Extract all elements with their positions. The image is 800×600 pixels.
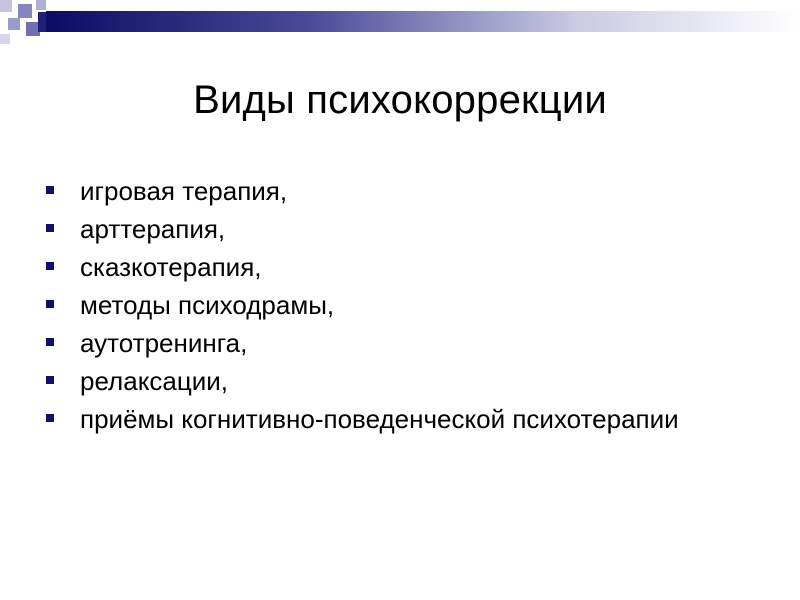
list-item [40, 290, 760, 321]
list-item [40, 214, 760, 245]
slide-title: Виды психокоррекции [193, 78, 607, 122]
list-item-text: релаксации, [80, 366, 228, 396]
square-bullet-icon [46, 376, 54, 384]
square-bullet-icon [46, 262, 54, 270]
decor-square-1 [0, 0, 12, 12]
list-item-text: арттерапия, [80, 214, 226, 244]
decor-square-3 [36, 0, 46, 10]
list-item-text: игровая терапия, [80, 176, 288, 206]
list-item-text: приёмы когнитивно-поведенческой психотерапии [80, 404, 679, 434]
square-bullet-icon [46, 338, 54, 346]
list-item [40, 252, 760, 283]
decor-square-6 [0, 34, 10, 44]
list-item-text: сказкотерапия, [80, 252, 262, 282]
decor-square-7 [38, 12, 46, 32]
decor-square-2 [18, 4, 32, 18]
list-item [40, 366, 760, 397]
square-bullet-icon [46, 300, 54, 308]
bullet-list [40, 176, 760, 442]
list-item [40, 404, 760, 435]
decor-square-4 [8, 18, 20, 30]
square-bullet-icon [46, 186, 54, 194]
list-item-text: аутотренинга, [80, 328, 248, 358]
list-item-text: методы психодрамы, [80, 290, 335, 320]
list-item [40, 328, 760, 359]
decor-square-5 [26, 22, 40, 36]
square-bullet-icon [46, 224, 54, 232]
square-bullet-icon [46, 414, 54, 422]
gradient-band [46, 11, 800, 32]
list-item [40, 176, 760, 207]
top-decoration-band [0, 0, 800, 50]
